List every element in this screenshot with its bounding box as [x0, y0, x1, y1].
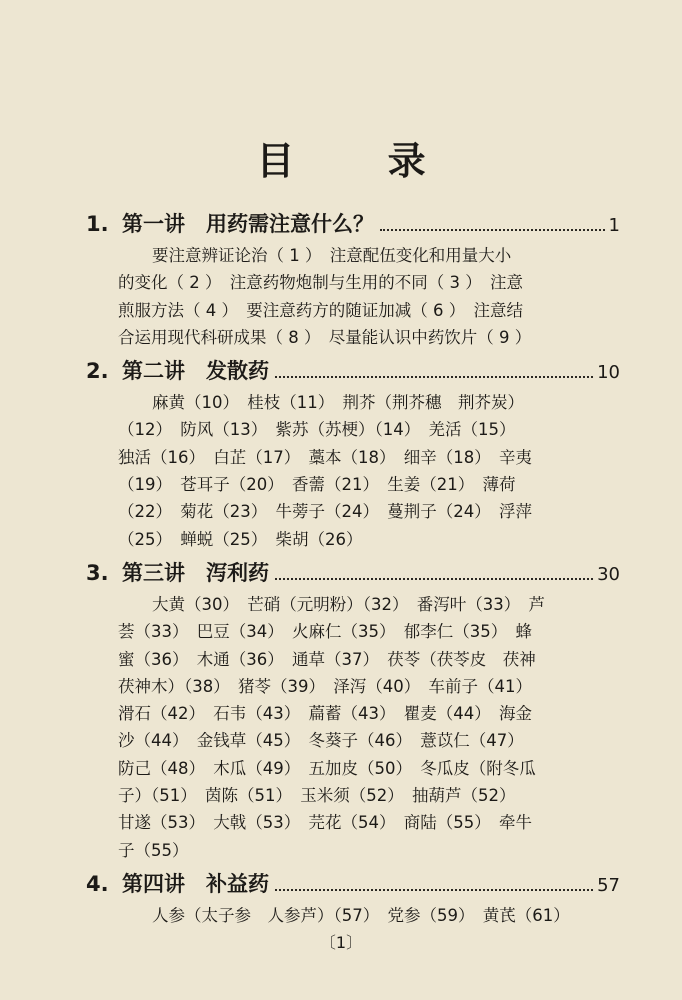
- toc-line: 滑石（42） 石韦（43） 萹蓄（43） 瞿麦（44） 海金: [118, 704, 532, 724]
- toc-line: 要注意辨证论治（ 1 ） 注意配伍变化和用量大小: [152, 246, 512, 265]
- toc-line: 蜜（36） 木通（36） 通草（37） 茯苓（茯苓皮 茯神: [118, 649, 536, 669]
- chapter-number: 3.: [86, 560, 109, 585]
- toc-line: （22） 菊花（23） 牛蒡子（24） 蔓荆子（24） 浮萍: [118, 502, 532, 522]
- toc-line: （19） 苍耳子（20） 香薷（21） 生姜（21） 薄荷: [118, 475, 516, 495]
- toc-line: 子（55）: [118, 840, 189, 860]
- chapter-number: 1.: [86, 212, 109, 236]
- toc-line: （25） 蝉蜕（25） 柴胡（26）: [118, 529, 363, 549]
- chapter-contents-2: [118, 389, 620, 553]
- toc-line: 人参（太子参 人参芦）（57） 党参（59） 黄芪（61）: [152, 905, 570, 925]
- toc-line: （12） 防风（13） 紫苏（苏梗）（14） 羌活（15）: [118, 420, 516, 440]
- chapter-page-number: 10: [597, 362, 620, 384]
- chapter-number: 2.: [86, 359, 109, 384]
- chapter-page-number: 30: [597, 563, 620, 585]
- leader-dots: [275, 578, 593, 580]
- page-title: 目 录: [256, 139, 466, 183]
- chapter-page-number: 57: [597, 874, 620, 896]
- toc-line: 茯神木）（38） 猪苓（39） 泽泻（40） 车前子（41）: [118, 676, 532, 696]
- leader-dots: [380, 229, 605, 231]
- page-footer-number: 〔1〕: [319, 933, 363, 952]
- chapter-heading-4: [86, 868, 620, 904]
- chapter-number: 4.: [86, 871, 109, 896]
- toc-line: 麻黄（10） 桂枝（11） 荆芥（荆芥穗 荆芥炭）: [152, 393, 524, 413]
- chapter-title: 第四讲 补益药: [122, 871, 269, 896]
- leader-dots: [275, 376, 593, 378]
- toc-line: 沙（44） 金钱草（45） 冬葵子（46） 薏苡仁（47）: [118, 731, 524, 751]
- chapter-contents-3: [118, 591, 620, 864]
- chapter-title: 第一讲 用药需注意什么？: [122, 212, 374, 236]
- chapter-heading-2: [86, 355, 620, 391]
- chapter-page-number: 1: [608, 215, 620, 236]
- chapter-contents-1: [118, 242, 620, 351]
- table-of-contents: [86, 208, 620, 933]
- toc-line: 荟（33） 巴豆（34） 火麻仁（35） 郁李仁（35） 蜂: [118, 622, 532, 642]
- toc-line: 防己（48） 木瓜（49） 五加皮（50） 冬瓜皮（附冬瓜: [118, 758, 536, 778]
- chapter-contents-4: [118, 902, 620, 929]
- chapter-title: 第二讲 发散药: [122, 359, 269, 384]
- toc-line: 煎服方法（ 4 ） 要注意药方的随证加减（ 6 ） 注意结: [118, 300, 523, 320]
- leader-dots: [275, 889, 593, 891]
- toc-line: 甘遂（53） 大戟（53） 芫花（54） 商陆（55） 牵牛: [118, 813, 532, 833]
- toc-line: 的变化（ 2 ） 注意药物炮制与生用的不同（ 3 ） 注意: [118, 273, 523, 293]
- toc-line: 子）（51） 茵陈（51） 玉米须（52） 抽葫芦（52）: [118, 786, 516, 806]
- toc-line: 合运用现代科研成果（ 8 ） 尽量能认识中药饮片（ 9 ）: [118, 327, 532, 347]
- chapter-title: 第三讲 泻利药: [122, 560, 269, 585]
- chapter-heading-3: [86, 557, 620, 593]
- toc-line: 大黄（30） 芒硝（元明粉）（32） 番泻叶（33） 芦: [152, 594, 545, 614]
- chapter-heading-1: [86, 208, 620, 244]
- toc-line: 独活（16） 白芷（17） 藁本（18） 细辛（18） 辛夷: [118, 447, 532, 467]
